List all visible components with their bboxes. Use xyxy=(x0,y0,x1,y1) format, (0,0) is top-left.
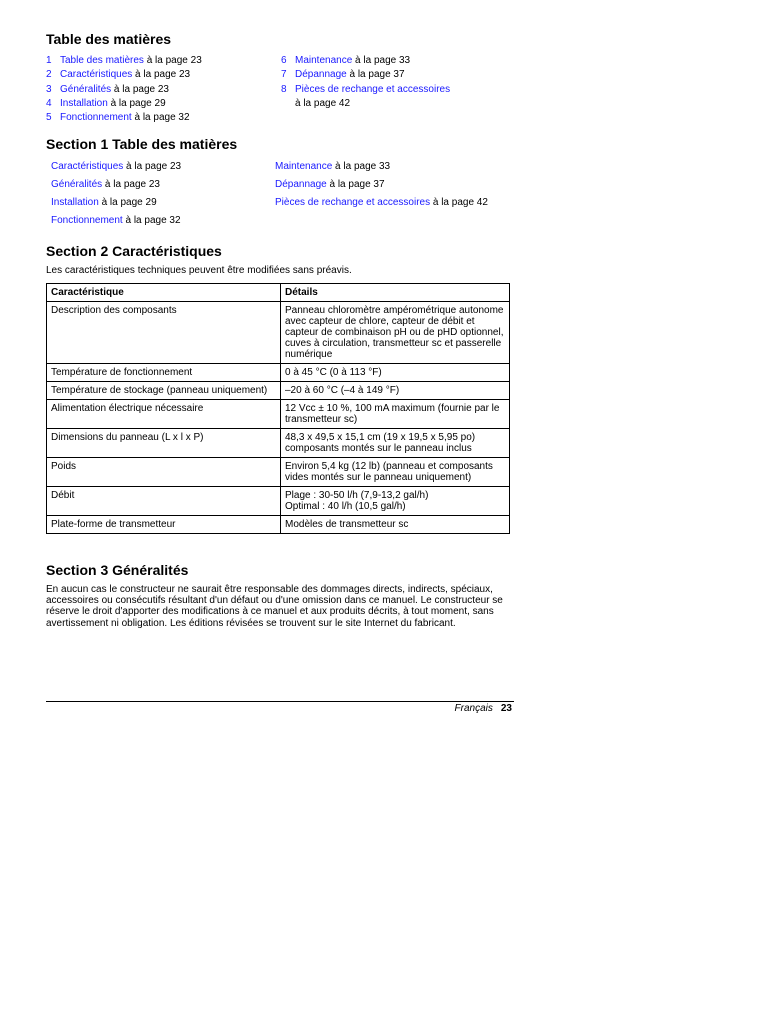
toc-link[interactable]: Fonctionnement xyxy=(60,112,132,124)
section-1-item[interactable]: Caractéristiques à la page 23 xyxy=(51,161,182,172)
table-cell-value: Panneau chloromètre ampérométrique autonome avec capteur de chlore, capteur de débit et capteur de combinaison pH ou de pHD optionnel, cuves à circulation, transmetteur sc et passerelle numérique xyxy=(281,302,510,364)
toc-right-column xyxy=(281,54,450,111)
table-header-row xyxy=(47,284,510,302)
section-1-item[interactable]: Installation à la page 29 xyxy=(51,197,157,208)
table-cell-value: 0 à 45 °C (0 à 113 °F) xyxy=(281,364,510,382)
table-cell-value: –20 à 60 °C (–4 à 149 °F) xyxy=(281,382,510,400)
table-cell-value: Environ 5,4 kg (12 lb) (panneau et composants vides montés sur le panneau uniquement) xyxy=(281,458,510,487)
table-cell-name: Plate-forme de transmetteur xyxy=(47,516,281,534)
toc-left-column xyxy=(46,54,202,125)
section-link[interactable]: Maintenance xyxy=(275,161,333,172)
toc-item[interactable]: 2 Caractéristiques à la page 23 xyxy=(46,69,191,81)
section-link[interactable]: Généralités xyxy=(51,179,103,190)
toc-item[interactable]: 4 Installation à la page 29 xyxy=(46,97,166,109)
section-1-item[interactable]: Pièces de rechange et accessoires à la page 42 xyxy=(275,197,488,208)
toc-item[interactable]: 7 Dépannage à la page 37 xyxy=(281,69,405,81)
toc-item-continuation: à la page 42 xyxy=(295,97,351,109)
toc-link[interactable]: Caractéristiques xyxy=(60,69,133,81)
table-cell-name: Température de fonctionnement xyxy=(47,364,281,382)
column-header: Caractéristique xyxy=(47,284,281,302)
table-row xyxy=(47,487,510,516)
section-3-title: Section 3 Généralités xyxy=(46,562,189,578)
toc-link[interactable]: Dépannage xyxy=(295,69,347,81)
toc-item[interactable]: 1 Table des matières à la page 23 xyxy=(46,55,202,66)
table-cell-name: Dimensions du panneau (L x l x P) xyxy=(47,429,281,458)
table-cell-value: 48,3 x 49,5 x 15,1 cm (19 x 19,5 x 5,95 po) composants montés sur le panneau inclus xyxy=(281,429,510,458)
column-header: Détails xyxy=(281,284,510,302)
page-number: 23 xyxy=(500,703,512,714)
table-cell-name: Alimentation électrique nécessaire xyxy=(47,400,281,429)
table-row xyxy=(47,302,510,364)
section-2-title: Section 2 Caractéristiques xyxy=(46,243,222,259)
toc-link[interactable]: Maintenance xyxy=(295,55,353,66)
table-cell-value: 12 Vcc ± 10 %, 100 mA maximum (fournie par le transmetteur sc) xyxy=(281,400,510,429)
toc-item[interactable]: 5 Fonctionnement à la page 32 xyxy=(46,112,190,124)
table-row xyxy=(47,364,510,382)
toc-link[interactable]: Pièces de rechange et accessoires xyxy=(295,83,451,95)
toc-item[interactable]: 6 Maintenance à la page 33 xyxy=(281,55,411,66)
table-row xyxy=(47,516,510,534)
toc-link[interactable]: Installation xyxy=(60,97,108,109)
page-footer xyxy=(455,703,512,714)
section-link[interactable]: Caractéristiques xyxy=(51,161,124,172)
table-row xyxy=(47,400,510,429)
table-cell-value: Modèles de transmetteur sc xyxy=(281,516,510,534)
table-cell-name: Débit xyxy=(47,487,281,516)
table-row xyxy=(47,429,510,458)
section-1-item[interactable]: Fonctionnement à la page 32 xyxy=(51,215,181,226)
toc-item[interactable]: 3 Généralités à la page 23 xyxy=(46,83,169,95)
table-cell-name: Température de stockage (panneau uniquement) xyxy=(47,382,281,400)
footer-language: Français xyxy=(454,703,493,714)
section-2-intro: Les caractéristiques techniques peuvent être modifiées sans préavis. xyxy=(46,265,352,276)
footer-divider xyxy=(46,701,514,702)
section-3-text: En aucun cas le constructeur ne saurait être responsable des dommages directs, indirects, spéciaux, accessoires ou consécutifs résultant d'un défaut ou d'une omission dans ce manuel. Le constructeur se réserve le droit d'apporter des modifications à ce manuel et aux produits décrits, à tout moment, sans avertissement ni obligation. Les éditions révisées se trouvent sur le site Internet du fabricant. xyxy=(46,584,503,629)
section-link[interactable]: Fonctionnement xyxy=(51,215,123,226)
section-1-right-column xyxy=(275,161,488,215)
table-row xyxy=(47,458,510,487)
table-cell-name: Description des composants xyxy=(47,302,281,364)
section-1-item[interactable]: Maintenance à la page 33 xyxy=(275,161,391,172)
spec-table xyxy=(46,283,510,534)
section-link[interactable]: Pièces de rechange et accessoires xyxy=(275,197,431,208)
section-1-title: Section 1 Table des matières xyxy=(46,136,238,152)
section-1-item[interactable]: Généralités à la page 23 xyxy=(51,179,160,190)
section-1-left-column xyxy=(51,161,181,233)
table-cell-name: Poids xyxy=(47,458,281,487)
table-row xyxy=(47,382,510,400)
toc-link[interactable]: Table des matières xyxy=(60,55,144,66)
toc-item[interactable]: 8 Pièces de rechange et accessoires xyxy=(281,83,451,95)
toc-title: Table des matières xyxy=(46,31,172,47)
table-cell-value: Plage : 30-50 l/h (7,9-13,2 gal/h) Optimal : 40 l/h (10,5 gal/h) xyxy=(281,487,510,516)
section-1-item[interactable]: Dépannage à la page 37 xyxy=(275,179,385,190)
section-link[interactable]: Dépannage xyxy=(275,179,327,190)
section-link[interactable]: Installation xyxy=(51,197,99,208)
toc-link[interactable]: Généralités xyxy=(60,83,112,95)
